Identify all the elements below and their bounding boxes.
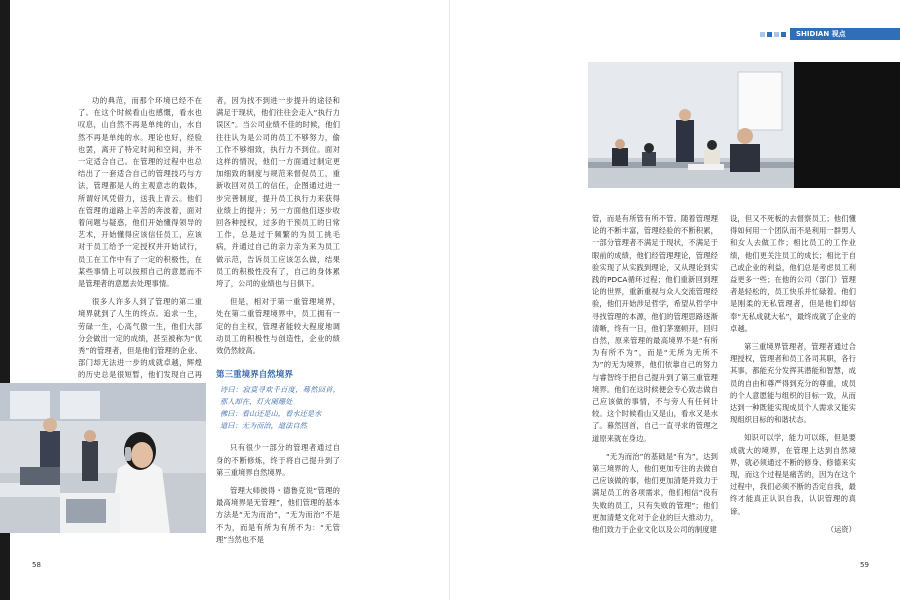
left-column-2 [216, 95, 340, 552]
paragraph: 但是，相对于第一重管理境界，处在第二重管理境界中，员工拥有一定的自主权，管理者能较大程度地调动员工的积极性与创造性，企业的绩效仍然较高。 [216, 297, 340, 356]
section-header [760, 28, 900, 40]
left-column-1 [78, 95, 202, 412]
poem-line: 道曰：无为而治，道法自然 [220, 421, 307, 431]
page-number: 59 [860, 561, 869, 569]
right-column-1 [592, 213, 718, 542]
paragraph: 者，因为找不到进一步提升的途径和满足于现状，他们往往会走入“执行力误区”。当公司业绩不佳的时候，他们往往认为是公司的员工不够努力，偷工作不够细致，执行力不到位。面对这样的情况，他们一方面通过制定更加细致的制度与规范来督促员工，重新收回对员工的信任，企图通过进一步完善制度，提升员工执行力来获得业绩上的提升；另一方面他们逐步收回各种授权，过多的干预员工的日常工作，总是过于频繁的为员工挑毛病，并通过自己的亲力亲为来为员工做示范，告诉员工应该怎么做，结果员工的积极性没有了，自己的身体累垮了，公司的业绩也与日俱下。 [216, 96, 340, 289]
paragraph: 设，但又不死板的去督察员工；他们懂得如何用一个团队而不是利用一群男人和女人去做工作；相比员工的工作业绩，他们更关注员工的成长；相比于自己或企业的利益，他们总是考虑员工利益更多一些；在他的公司（部门）管理者是轻松的，员工快乐并忙碌着。他们是刚柔的无私管理者，但是他们却信奉“无私成就大私”，最终成就了企业的卓越。 [730, 214, 856, 333]
poem-block [216, 384, 340, 432]
section-title: 第三重境界自然境界 [216, 370, 293, 381]
right-page [450, 0, 900, 600]
poem-line: 佛曰：看山还是山，看水还是水 [220, 409, 322, 419]
paragraph: 只有很少一部分的管理者通过自身的不断修炼，终于将自己提升到了第三重境界自然境界。 [216, 443, 340, 477]
poem-line: 诗曰：寂寞寻欢千百度，蓦然回首，那人却在，灯火阑珊处 [220, 385, 340, 407]
paragraph: 知识可以学，能力可以练，但是要成就大的境界，在管理上达到自然境界，就必须通过不断的修身、修德来实现，而这个过程是痛苦的，因为在这个过程中，我们必须不断的否定自我，最终才能真正认识自我，认识管理的真谛。 [730, 433, 856, 516]
office-phone-photo [0, 383, 206, 533]
header-squares-icon [760, 32, 786, 37]
header-label: SHIDIAN 视点 [790, 28, 900, 40]
right-column-2 [730, 213, 856, 542]
paragraph: 功的典范，而那个环境已经不在了。在这个时候看山也感慨，看水也叹息，山自然不再是单纯的山，水自然不再是单纯的水。理论也好，经验也罢，离开了特定时间和空间，并不一定适合自己。在管理的过程中也总结出了一套适合自己的管理技巧与方法，管理都是人的主观意志的载体，所谓好风凭借力，送我上青云。他们在管理的道路上辛苦的奔波着，面对着问题与疑惑，他们开始懂得领导的艺术，开始懂得应该信任员工，应该对于员工给予一定授权并开始试行，员工在工作中有了一定的积极性，在某些事情上可以按照自己的意愿而不是管理者的意愿去处理事情。 [78, 96, 202, 289]
paragraph: 第三重境界管理者，管理者通过合理授权，管理者和员工各司其职，各行其事，都能充分发挥其潜能和智慧，成员的自由和尊严得到充分的尊重，成员的个人意愿能与组织的目标一致，从而达到一种既能实现成员个人需求又能实现组织目标的和谐状态。 [730, 342, 856, 425]
meeting-photo [588, 62, 900, 188]
paragraph: 很多人许多人到了管理的第二重境界就到了人生的终点。追求一生，劳碌一生，心高气傲一生，他们大部分会做出一定的成绩，甚至被称为“优秀”的管理者，但是他们管理的企业、部门却无法进一步的成就卓越，辉煌的历史总是很短暂，他们发现自己再 [78, 297, 202, 380]
paragraph: 管，而是有所管有所不管。随着管理理论的不断丰富，管理经验的不断积累，一部分管理者不满足于现状，不满足于眼前的成绩，他们经管理理论，管理经验实现了从实践到理论，又从理论到实践的PDCA循环过程；他们重新回到理论的世界，重新重视与众人交流管理经验，他们开始涉足哲学，希望从哲学中寻找管理的本源，他们的管理思路逐渐清晰，终有一日，他们茅塞顿开，回归自然，原来管理的最高境界不是“有所为有所不为”，而是“无所为无所不为”的无为境界，他们依靠自己的努力与睿智终于把自己提升到了第三重管理境界。他们在这时候便会专心致志做自己应该做的事情，不与旁人有任何计较。这个时候看山又是山，看水又是水了。暮然回首，自己一直寻求的管理之道原来就在身边。 [592, 214, 718, 443]
page-number: 58 [32, 561, 41, 569]
author-credit: （运资） [826, 524, 856, 534]
paragraph: “无为而治”的基础是“有为”，达到第三境界的人，他们更加专注的去做自己应该做的事，他们更加清楚并致力于满足员工的各项需求，他们相信“没有失败的员工，只有失败的管理”；他们更加清楚文化对于企业的巨大推动力，他们致力于企业文化以及公司的制度建 [592, 451, 718, 535]
paragraph: 管理大师彼得・德鲁克说“管理的最高境界是无管理”，他们管理的基本方法是“无为而治”，“无为而治”不是不为，而是有所为有所不为：“无管理”当然也不是 [216, 486, 340, 544]
